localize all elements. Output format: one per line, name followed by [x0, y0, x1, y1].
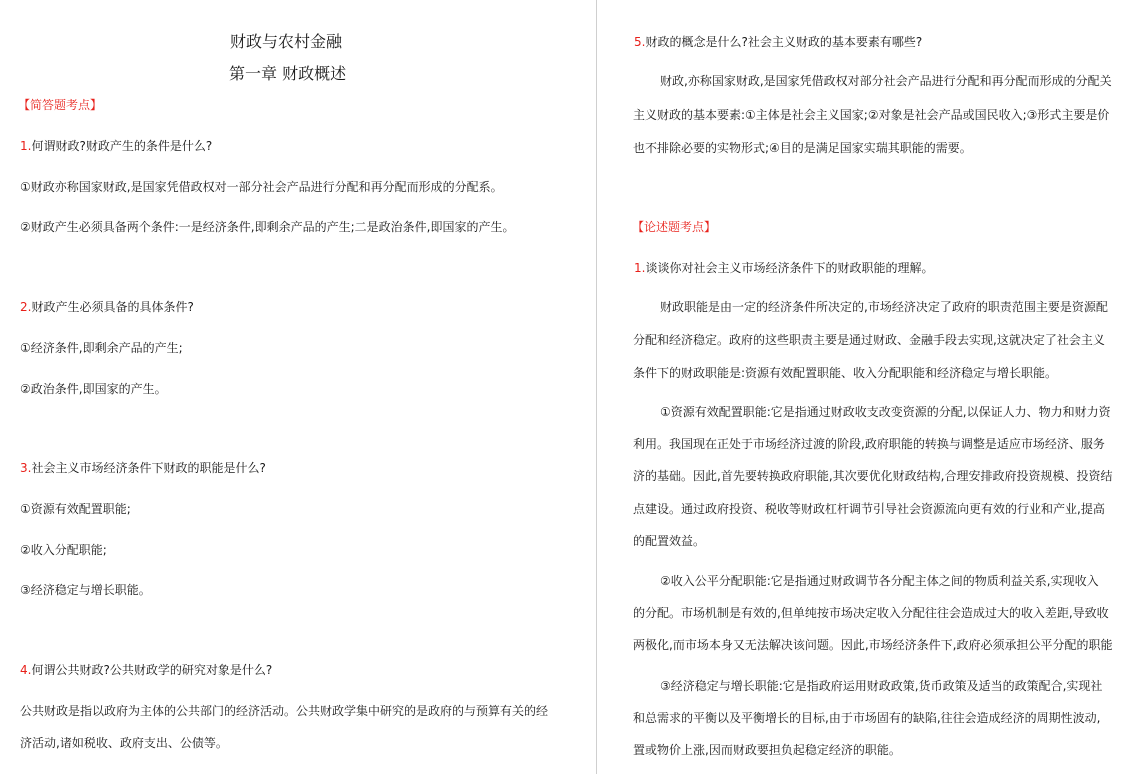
question-4-number: 4. — [20, 663, 32, 677]
document-title: 财政与农村金融 — [230, 32, 343, 51]
question-5-number: 5. — [634, 35, 646, 49]
section-heading-essay: 【论述题考点】 — [632, 220, 717, 234]
essay-answer-line-9: ②收入公平分配职能:它是指通过财政调节各分配主体之间的物质利益关系,实现收入 — [660, 574, 1099, 588]
question-3-text: 社会主义市场经济条件下财政的职能是什么? — [31, 461, 266, 475]
essay-answer-line-7: 点建设。通过政府投资、税收等财政杠杆调节引导社会资源流向更有效的行业和产业,提高 — [633, 502, 1105, 516]
essay-answer-line-10: 的分配。市场机制是有效的,但单纯按市场决定收入分配往往会造成过大的收入差距,导致收 — [633, 606, 1109, 620]
question-2 — [20, 298, 194, 316]
essay-answer-line-14: 置或物价上涨,因而财政要担负起稳定经济的职能。 — [633, 743, 901, 757]
answer-3-line-3: ③经济稳定与增长职能。 — [20, 583, 151, 597]
answer-1-line-1: ①财政亦称国家财政,是国家凭借政权对一部分社会产品进行分配和再分配而形成的分配系。 — [20, 180, 503, 194]
essay-answer-line-3: 条件下的财政职能是:资源有效配置职能、收入分配职能和经济稳定与增长职能。 — [633, 366, 1058, 380]
answer-4-line-2: 济活动,诸如税收、政府支出、公债等。 — [20, 736, 228, 750]
answer-2-line-1: ①经济条件,即剩余产品的产生; — [20, 341, 183, 355]
question-1 — [20, 137, 212, 155]
essay-answer-line-2: 分配和经济稳定。政府的这些职责主要是通过财政、金融手段去实现,这就决定了社会主义 — [633, 333, 1105, 347]
answer-5-line-2: 主义财政的基本要素:①主体是社会主义国家;②对象是社会产品或国民收入;③形式主要是价 — [633, 108, 1110, 122]
answer-3-line-1: ①资源有效配置职能; — [20, 502, 131, 516]
answer-4-line-1: 公共财政是指以政府为主体的公共部门的经济活动。公共财政学集中研究的是政府的与预算有关的经 — [20, 704, 549, 718]
question-3-number: 3. — [20, 461, 32, 475]
essay-answer-line-4: ①资源有效配置职能:它是指通过财政收支改变资源的分配,以保证人力、物力和财力资 — [660, 405, 1111, 419]
answer-5-line-3: 也不排除必要的实物形式;④目的是满足国家实瑞其职能的需要。 — [633, 141, 972, 155]
page-divider — [596, 0, 597, 774]
essay-answer-line-8: 的配置效益。 — [633, 534, 706, 548]
essay-answer-line-12: ③经济稳定与增长职能:它是指政府运用财政政策,货币政策及适当的政策配合,实现社 — [660, 679, 1103, 693]
essay-answer-line-1: 财政职能是由一定的经济条件所决定的,市场经济决定了政府的职责范围主要是资源配 — [660, 300, 1108, 314]
question-5-text: 财政的概念是什么?社会主义财政的基本要素有哪些? — [645, 35, 923, 49]
essay-answer-line-11: 两极化,而市场本身又无法解决该问题。因此,市场经济条件下,政府必须承担公平分配的职能 — [633, 638, 1113, 652]
question-5 — [634, 33, 922, 51]
essay-answer-line-5: 利用。我国现在正处于市场经济过渡的阶段,政府职能的转换与调整是适应市场经济、服务 — [633, 437, 1105, 451]
question-1-text: 何谓财政?财政产生的条件是什么? — [31, 139, 213, 153]
question-4-text: 何谓公共财政?公共财政学的研究对象是什么? — [31, 663, 273, 677]
question-4 — [20, 661, 272, 679]
question-3 — [20, 459, 266, 477]
essay-question-1-number: 1. — [634, 261, 646, 275]
essay-answer-line-13: 和总需求的平衡以及平衡增长的目标,由于市场固有的缺陷,往往会造成经济的周期性波动, — [633, 711, 1101, 725]
right-page — [598, 0, 1121, 774]
question-2-text: 财政产生必须具备的具体条件? — [31, 300, 194, 314]
answer-2-line-2: ②政治条件,即国家的产生。 — [20, 382, 167, 396]
answer-5-line-1: 财政,亦称国家财政,是国家凭借政权对部分社会产品进行分配和再分配而形成的分配关 — [660, 74, 1112, 88]
answer-1-line-2: ②财政产生必须具备两个条件:一是经济条件,即剩余产品的产生;二是政治条件,即国家的产生。 — [20, 220, 515, 234]
essay-question-1-text: 谈谈你对社会主义市场经济条件下的财政职能的理解。 — [645, 261, 934, 275]
chapter-title: 第一章 财政概述 — [229, 64, 347, 83]
question-2-number: 2. — [20, 300, 32, 314]
section-heading-short-answer: 【简答题考点】 — [18, 98, 103, 112]
question-1-number: 1. — [20, 139, 32, 153]
essay-answer-line-6: 济的基础。因此,首先要转换政府职能,其次要优化财政结构,合理安排政府投资规模、投资结 — [633, 469, 1113, 483]
answer-3-line-2: ②收入分配职能; — [20, 543, 107, 557]
essay-question-1 — [634, 259, 933, 277]
